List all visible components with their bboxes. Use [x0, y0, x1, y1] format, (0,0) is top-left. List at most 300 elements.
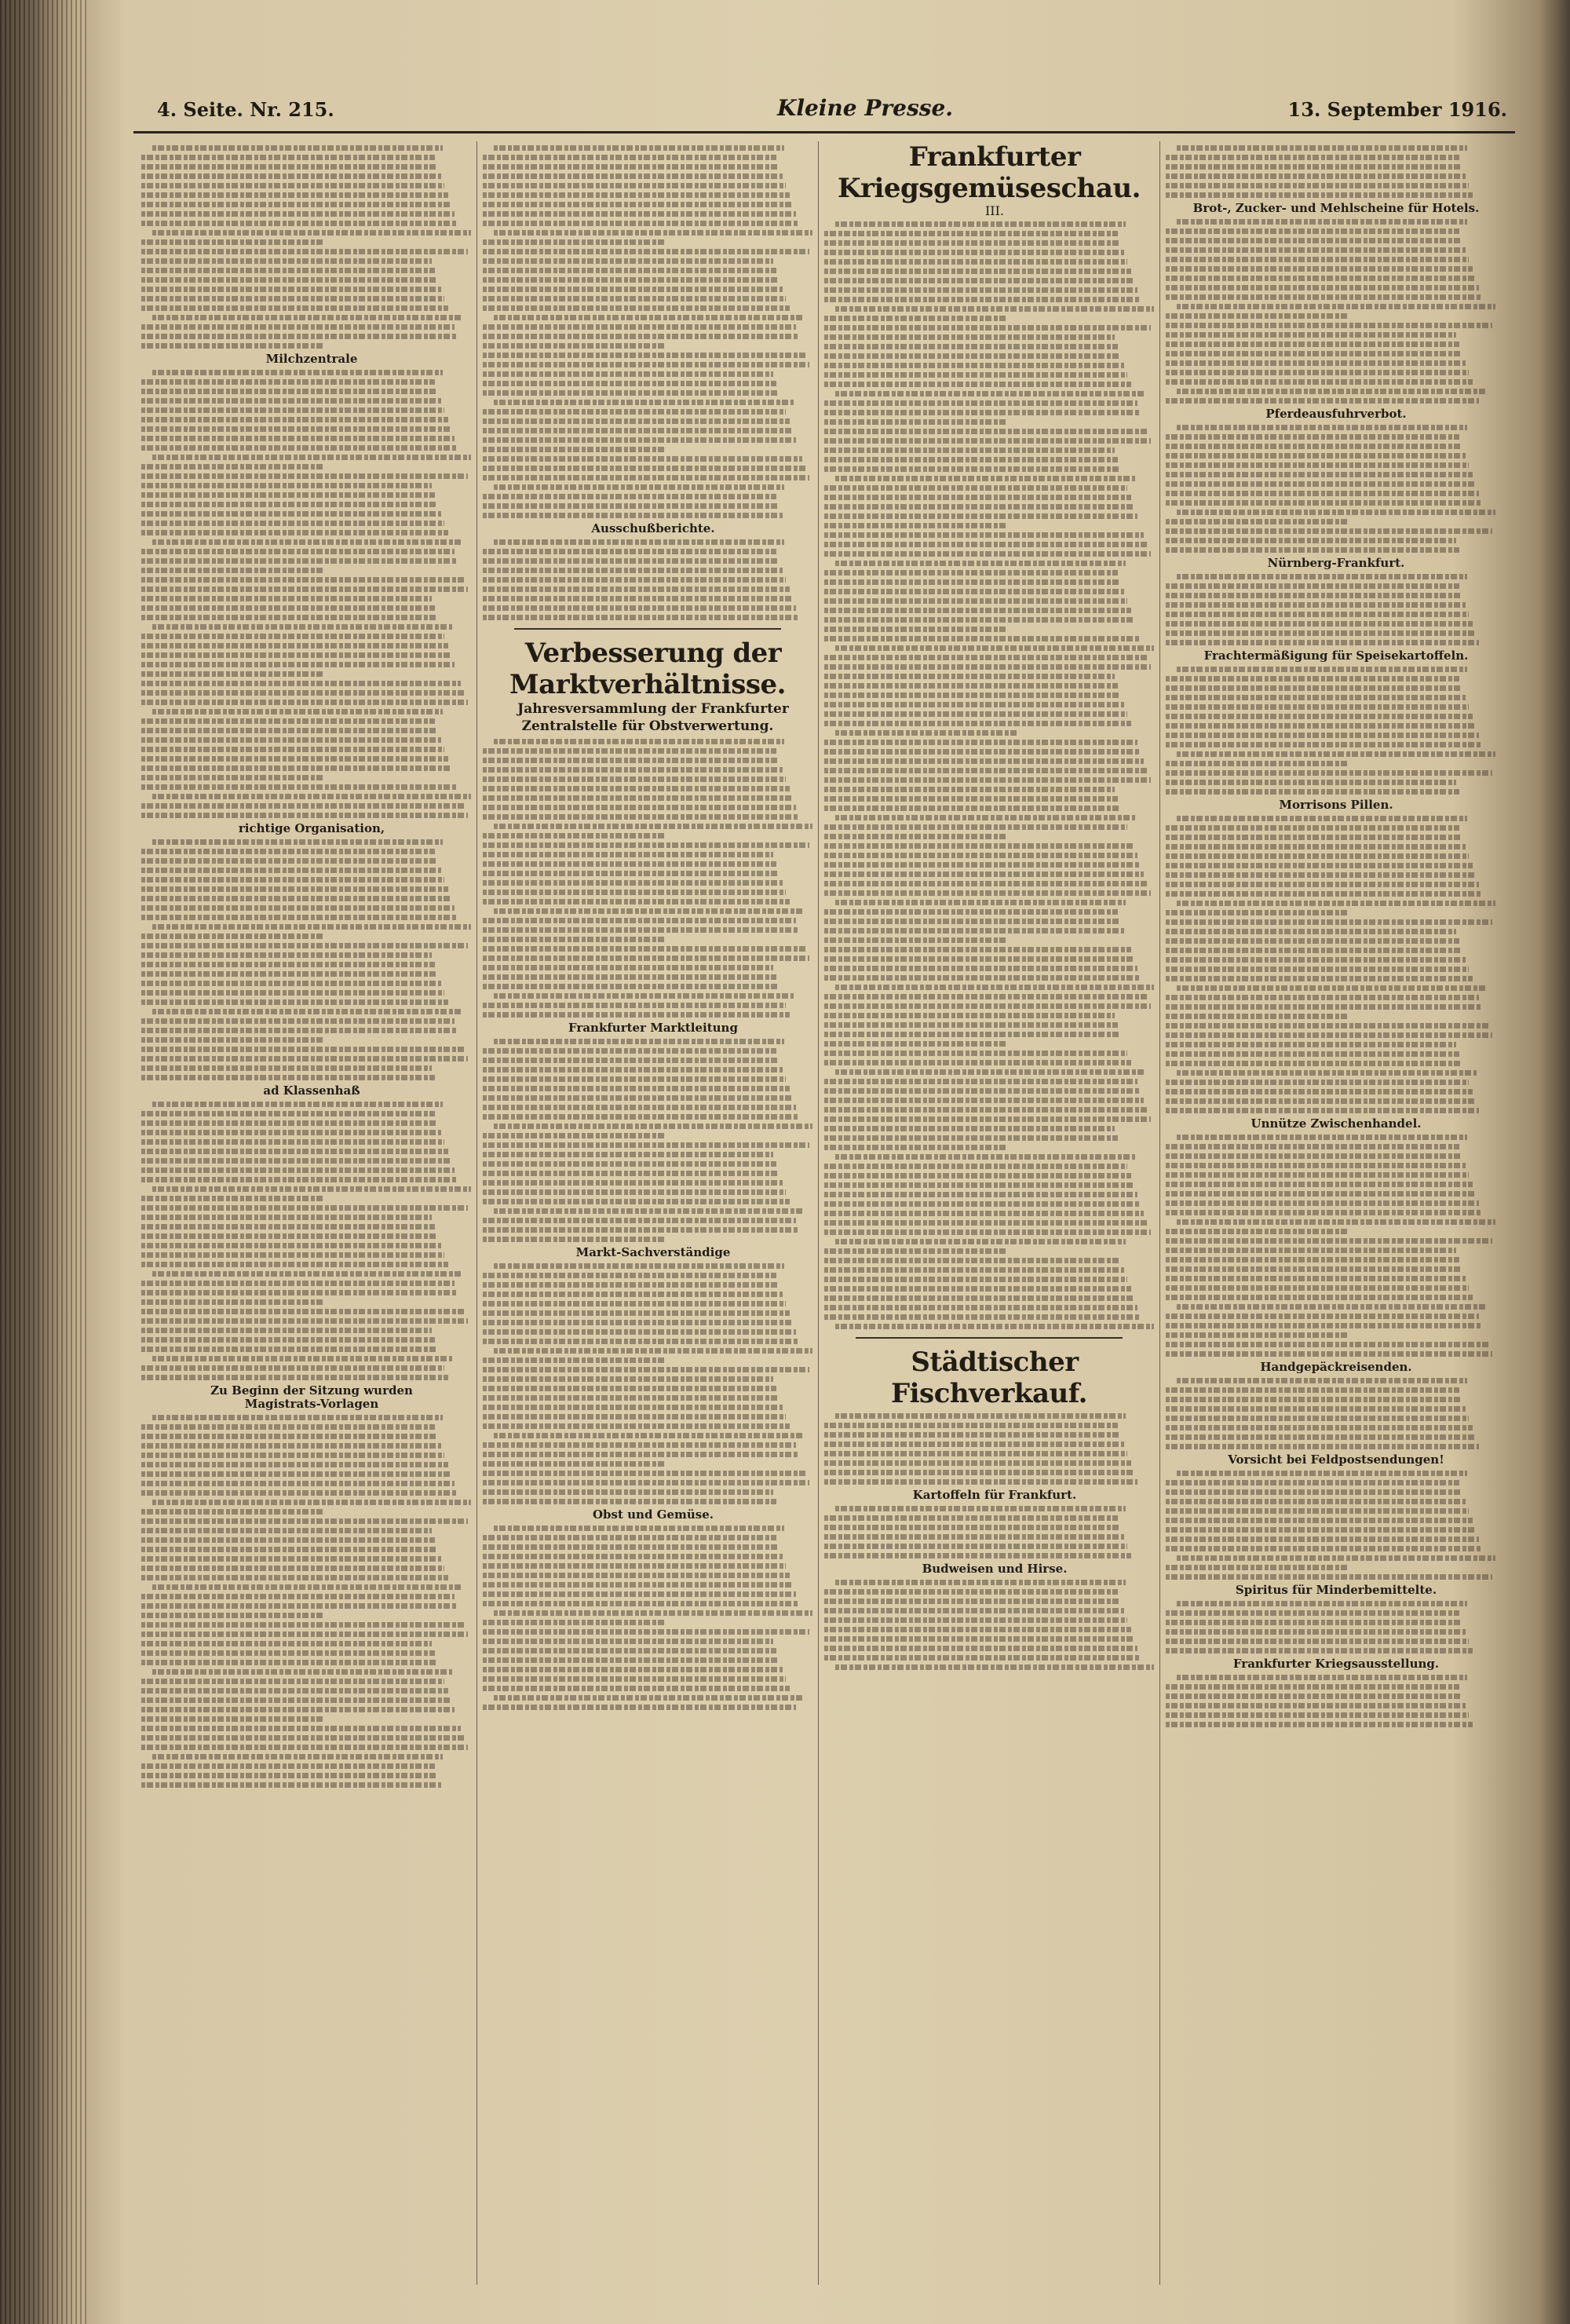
- text-line: [824, 806, 1121, 811]
- section-heading: Frankfurter Marktleitung: [568, 1021, 738, 1035]
- text-line: [1166, 1694, 1462, 1699]
- section-heading: Ausschußberichte.: [591, 521, 715, 535]
- text-line: [1177, 816, 1467, 821]
- text-line: [1166, 500, 1482, 506]
- text-line: [1166, 266, 1473, 272]
- text-line: [141, 858, 438, 864]
- text-line: [1166, 294, 1482, 300]
- section-heading: Morrisons Pillen.: [1279, 798, 1393, 812]
- text-line: [1177, 985, 1487, 991]
- text-line: [483, 1292, 783, 1297]
- text-line: [141, 1528, 432, 1533]
- text-line: [824, 231, 1118, 236]
- text-line: [141, 1518, 468, 1524]
- text-line: [483, 287, 783, 292]
- text-line: [1166, 1089, 1473, 1094]
- text-line: [1166, 967, 1469, 972]
- text-line: [1166, 1032, 1492, 1038]
- text-line: [1166, 360, 1466, 366]
- text-line: [824, 429, 1148, 434]
- text-line: [483, 1499, 776, 1504]
- text-line: [483, 268, 776, 273]
- text-line: [824, 627, 1006, 632]
- text-line: [483, 1218, 796, 1223]
- text-line: [141, 681, 461, 686]
- text-line: [483, 1535, 776, 1540]
- text-line: [1166, 1703, 1466, 1708]
- text-line: [152, 839, 443, 845]
- text-line: [824, 1022, 1118, 1028]
- text-line: [141, 334, 458, 339]
- text-line: [483, 1405, 783, 1410]
- section-heading: Spiritus für Minderbemittelte.: [1235, 1583, 1437, 1597]
- text-line: [141, 1056, 468, 1062]
- text-line: [141, 718, 435, 724]
- text-line: [835, 391, 1145, 396]
- text-line: [824, 1599, 1121, 1604]
- page-header: [133, 90, 1515, 130]
- text-line: [1177, 219, 1467, 225]
- text-line: [835, 985, 1154, 990]
- text-line: [141, 1679, 444, 1684]
- text-line: [1166, 1276, 1466, 1281]
- text-line: [141, 615, 438, 620]
- text-line: [483, 558, 780, 564]
- text-line: [141, 1575, 448, 1580]
- text-line: [141, 1490, 458, 1496]
- article-rule: [856, 1337, 1123, 1339]
- text-line: [483, 586, 790, 592]
- text-line: [824, 1107, 1148, 1113]
- text-line: [494, 1208, 804, 1214]
- text-line: [835, 815, 1135, 820]
- text-line: [483, 965, 773, 970]
- text-line: [1166, 1248, 1456, 1253]
- text-line: [483, 513, 783, 518]
- text-line: [152, 924, 471, 930]
- body-text-block: [1166, 1135, 1495, 1357]
- text-line: [835, 1154, 1135, 1160]
- text-line: [1166, 1023, 1489, 1029]
- text-line: [824, 363, 1124, 368]
- text-line: [1166, 434, 1459, 440]
- text-line: [141, 1556, 441, 1562]
- text-line: [824, 579, 1121, 585]
- column-4: [1166, 141, 1495, 2285]
- text-line: [1166, 1639, 1469, 1644]
- text-line: [483, 880, 783, 886]
- masthead: Kleine Presse.: [777, 95, 954, 121]
- text-line: [483, 192, 790, 198]
- text-line: [1177, 574, 1467, 579]
- text-line: [483, 258, 773, 264]
- body-text-block: [483, 739, 812, 1018]
- text-line: [824, 1286, 1131, 1292]
- body-text-block: [1166, 1378, 1495, 1449]
- section-heading: Milchzentrale: [265, 352, 358, 366]
- text-line: [824, 269, 1131, 274]
- text-line: [1166, 379, 1473, 385]
- text-line: [141, 202, 451, 207]
- text-line: [1177, 901, 1495, 906]
- text-line: [141, 277, 438, 283]
- text-line: [824, 608, 1131, 613]
- text-line: [824, 1295, 1134, 1301]
- text-line: [1166, 1051, 1459, 1057]
- text-line: [483, 249, 809, 254]
- text-line: [483, 1067, 783, 1072]
- text-line: [483, 494, 776, 499]
- text-line: [141, 268, 435, 273]
- section-heading: Frankfurter Kriegsausstellung.: [1232, 1657, 1440, 1671]
- text-line: [824, 1220, 1148, 1226]
- text-line: [1166, 1565, 1347, 1570]
- text-line: [824, 956, 1134, 962]
- text-line: [1166, 863, 1473, 868]
- text-line: [1166, 882, 1479, 887]
- text-line: [141, 586, 468, 592]
- text-line: [1166, 1406, 1466, 1412]
- text-line: [141, 803, 465, 809]
- text-line: [1166, 1014, 1347, 1019]
- text-line: [835, 1580, 1126, 1585]
- text-line: [141, 1167, 455, 1173]
- body-text-block: [483, 1039, 812, 1242]
- text-line: [483, 1601, 799, 1606]
- text-line: [483, 1582, 793, 1588]
- text-line: [141, 174, 441, 179]
- text-line: [141, 1328, 432, 1333]
- text-line: [1166, 370, 1469, 375]
- text-line: [141, 905, 455, 911]
- text-line: [824, 1230, 1151, 1235]
- text-line: [141, 426, 451, 432]
- column-divider: [476, 141, 477, 2285]
- text-line: [141, 700, 468, 705]
- text-line: [1166, 1285, 1469, 1291]
- text-line: [824, 881, 1148, 886]
- text-line: [483, 1282, 780, 1288]
- text-line: [1166, 247, 1466, 253]
- text-line: [1177, 1304, 1487, 1310]
- text-line: [483, 1105, 796, 1110]
- text-line: [1177, 1135, 1467, 1140]
- text-line: [483, 1237, 664, 1242]
- text-line: [483, 1339, 799, 1344]
- body-text-block: [141, 370, 471, 818]
- text-line: [152, 1500, 471, 1505]
- text-line: [835, 1239, 1126, 1244]
- text-line: [1166, 1238, 1492, 1244]
- text-line: [824, 1608, 1124, 1613]
- text-line: [483, 418, 790, 424]
- text-line: [1166, 1648, 1473, 1653]
- text-line: [824, 438, 1151, 444]
- article-rule: [514, 628, 781, 630]
- text-line: [483, 1573, 790, 1578]
- text-line: [1166, 342, 1459, 347]
- text-line: [483, 1554, 783, 1559]
- section-heading: Budweisen und Hirse.: [922, 1562, 1068, 1576]
- article-headline: Städtischer Fischverkauf.: [891, 1347, 1087, 1409]
- text-line: [1166, 593, 1462, 598]
- text-line: [824, 1013, 1115, 1018]
- text-line: [483, 1310, 790, 1316]
- text-line: [483, 1086, 790, 1091]
- text-line: [824, 683, 1118, 689]
- text-line: [824, 344, 1118, 349]
- text-line: [141, 728, 438, 733]
- text-line: [483, 1395, 780, 1401]
- text-line: [483, 1320, 793, 1325]
- text-line: [824, 1116, 1151, 1122]
- text-line: [141, 1603, 458, 1609]
- text-line: [1166, 780, 1456, 785]
- text-line: [1166, 1712, 1469, 1718]
- text-line: [152, 1009, 462, 1014]
- text-line: [494, 230, 812, 236]
- text-line: [141, 1697, 451, 1703]
- body-text-block: [824, 221, 1154, 1329]
- text-line: [494, 1263, 784, 1269]
- text-line: [1166, 835, 1462, 840]
- text-line: [494, 1526, 784, 1531]
- text-line: [141, 445, 458, 451]
- text-line: [483, 1686, 790, 1691]
- text-line: [1177, 667, 1467, 672]
- text-line: [141, 1375, 448, 1380]
- text-line: [1166, 313, 1347, 319]
- text-line: [483, 155, 776, 160]
- text-line: [483, 277, 780, 283]
- text-line: [494, 993, 794, 999]
- text-line: [141, 492, 435, 498]
- text-line: [141, 221, 458, 226]
- text-line: [824, 919, 1121, 924]
- text-line: [824, 1079, 1137, 1084]
- text-line: [141, 1443, 441, 1449]
- text-line: [483, 786, 790, 791]
- text-line: [824, 1515, 1118, 1521]
- text-line: [141, 662, 455, 667]
- text-line: [141, 1594, 455, 1599]
- text-line: [1166, 1153, 1462, 1159]
- text-line: [483, 183, 786, 188]
- text-line: [141, 417, 448, 422]
- text-line: [494, 145, 784, 151]
- text-line: [483, 296, 786, 301]
- text-line: [141, 389, 438, 394]
- text-line: [141, 1613, 323, 1618]
- text-line: [1166, 1444, 1479, 1449]
- text-line: [141, 915, 458, 920]
- text-line: [483, 1367, 809, 1372]
- text-line: [1166, 761, 1347, 766]
- text-line: [1166, 1042, 1456, 1047]
- body-text-block: [141, 1102, 471, 1380]
- article-part-number: III.: [984, 203, 1005, 218]
- text-line: [1177, 145, 1467, 151]
- body-text-block: [141, 1415, 471, 1788]
- body-text-block: [1166, 816, 1495, 1113]
- text-line: [141, 398, 441, 404]
- text-line: [141, 1337, 435, 1343]
- text-line: [141, 164, 438, 170]
- text-line: [824, 862, 1141, 868]
- text-line: [824, 551, 1151, 557]
- text-line: [483, 1489, 773, 1495]
- text-line: [824, 1470, 1134, 1475]
- text-line: [824, 777, 1151, 783]
- body-text-block: [1166, 425, 1495, 553]
- text-line: [1166, 742, 1482, 747]
- body-text-block: [141, 839, 471, 1080]
- text-line: [835, 645, 1154, 651]
- text-line: [483, 1452, 799, 1457]
- text-line: [483, 748, 776, 754]
- text-line: [494, 484, 784, 490]
- text-line: [1166, 1722, 1473, 1727]
- text-line: [152, 1754, 443, 1759]
- text-line: [141, 971, 438, 977]
- text-line: [1166, 538, 1456, 543]
- text-line: [141, 1299, 323, 1305]
- text-line: [483, 1376, 773, 1382]
- text-line: [1166, 528, 1492, 534]
- section-heading: Handgepäckreisenden.: [1260, 1360, 1412, 1374]
- text-line: [1166, 238, 1462, 243]
- text-line: [141, 1471, 451, 1477]
- text-line: [1166, 1200, 1479, 1206]
- text-line: [1166, 938, 1459, 944]
- text-line: [1166, 1480, 1459, 1485]
- text-line: [824, 824, 1127, 830]
- text-line: [824, 740, 1137, 745]
- text-line: [824, 636, 1141, 641]
- text-line: [824, 382, 1131, 387]
- text-line: [483, 1480, 809, 1485]
- text-line: [141, 1196, 323, 1201]
- text-line: [824, 1164, 1127, 1169]
- text-line: [152, 539, 462, 545]
- text-line: [141, 1205, 468, 1211]
- text-line: [141, 990, 444, 996]
- text-line: [824, 834, 1006, 839]
- text-line: [141, 868, 441, 873]
- text-line: [824, 1479, 1137, 1485]
- text-line: [141, 1037, 323, 1043]
- text-line: [1166, 1108, 1479, 1113]
- body-text-block: [824, 1506, 1154, 1558]
- text-line: [141, 473, 468, 479]
- text-line: [141, 511, 441, 517]
- text-line: [824, 1525, 1121, 1530]
- text-line: [824, 994, 1148, 999]
- text-line: [824, 1636, 1134, 1642]
- text-line: [1166, 612, 1469, 617]
- text-line: [141, 962, 435, 967]
- body-text-block: [1166, 145, 1495, 198]
- section-heading: Frachtermäßigung für Speisekartoffeln.: [1203, 649, 1469, 663]
- text-line: [1166, 919, 1492, 925]
- text-line: [483, 1461, 664, 1467]
- section-heading: Brot-, Zucker- und Mehlscheine für Hotels.: [1192, 201, 1480, 215]
- text-line: [1166, 1098, 1476, 1104]
- text-line: [141, 1318, 468, 1324]
- text-line: [1166, 695, 1466, 700]
- body-text-block: [1166, 1471, 1495, 1580]
- text-line: [1166, 174, 1466, 179]
- text-line: [141, 502, 438, 507]
- text-line: [824, 542, 1148, 547]
- body-text-block: [1166, 219, 1495, 404]
- text-line: [141, 952, 432, 958]
- text-line: [483, 615, 799, 620]
- text-line: [141, 981, 441, 986]
- text-line: [1166, 1163, 1466, 1168]
- section-heading: Vorsicht bei Feldpostsendungen!: [1228, 1452, 1444, 1467]
- text-line: [141, 1347, 438, 1352]
- text-line: [1166, 1210, 1482, 1215]
- text-line: [152, 1186, 471, 1192]
- text-line: [141, 877, 444, 882]
- text-line: [141, 192, 448, 198]
- text-line: [141, 558, 458, 564]
- text-line: [1166, 1574, 1492, 1580]
- text-line: [824, 674, 1115, 679]
- column-divider: [818, 141, 819, 2285]
- text-line: [1166, 1629, 1466, 1635]
- section-heading: Markt-Sachverständige: [575, 1245, 731, 1259]
- text-line: [141, 1424, 435, 1430]
- text-line: [824, 655, 1148, 660]
- text-line: [141, 775, 323, 780]
- text-line: [483, 324, 796, 330]
- text-line: [824, 240, 1121, 246]
- text-line: [1166, 462, 1469, 468]
- text-line: [141, 1290, 458, 1295]
- text-line: [141, 999, 448, 1005]
- text-line: [141, 784, 458, 790]
- text-line: [141, 1262, 448, 1267]
- text-line: [483, 596, 793, 601]
- text-line: [141, 1139, 444, 1145]
- text-line: [483, 437, 796, 443]
- text-line: [141, 1065, 432, 1071]
- text-line: [141, 1365, 444, 1371]
- text-line: [824, 1553, 1131, 1558]
- text-line: [483, 946, 806, 952]
- text-line: [152, 1102, 443, 1107]
- text-line: [141, 1177, 458, 1182]
- column-divider: [1159, 141, 1160, 2285]
- text-line: [1166, 351, 1462, 356]
- text-line: [835, 1413, 1126, 1419]
- text-line: [1166, 398, 1479, 404]
- text-line: [483, 1442, 796, 1448]
- text-line: [824, 334, 1115, 340]
- text-line: [824, 1655, 1141, 1661]
- text-line: [483, 861, 776, 867]
- text-line: [835, 1664, 1154, 1670]
- text-line: [1177, 304, 1495, 309]
- text-line: [1166, 1684, 1459, 1690]
- text-line: [824, 589, 1124, 594]
- text-line: [1166, 547, 1459, 553]
- text-line: [824, 1135, 1118, 1141]
- text-line: [824, 504, 1134, 510]
- text-line: [483, 174, 783, 179]
